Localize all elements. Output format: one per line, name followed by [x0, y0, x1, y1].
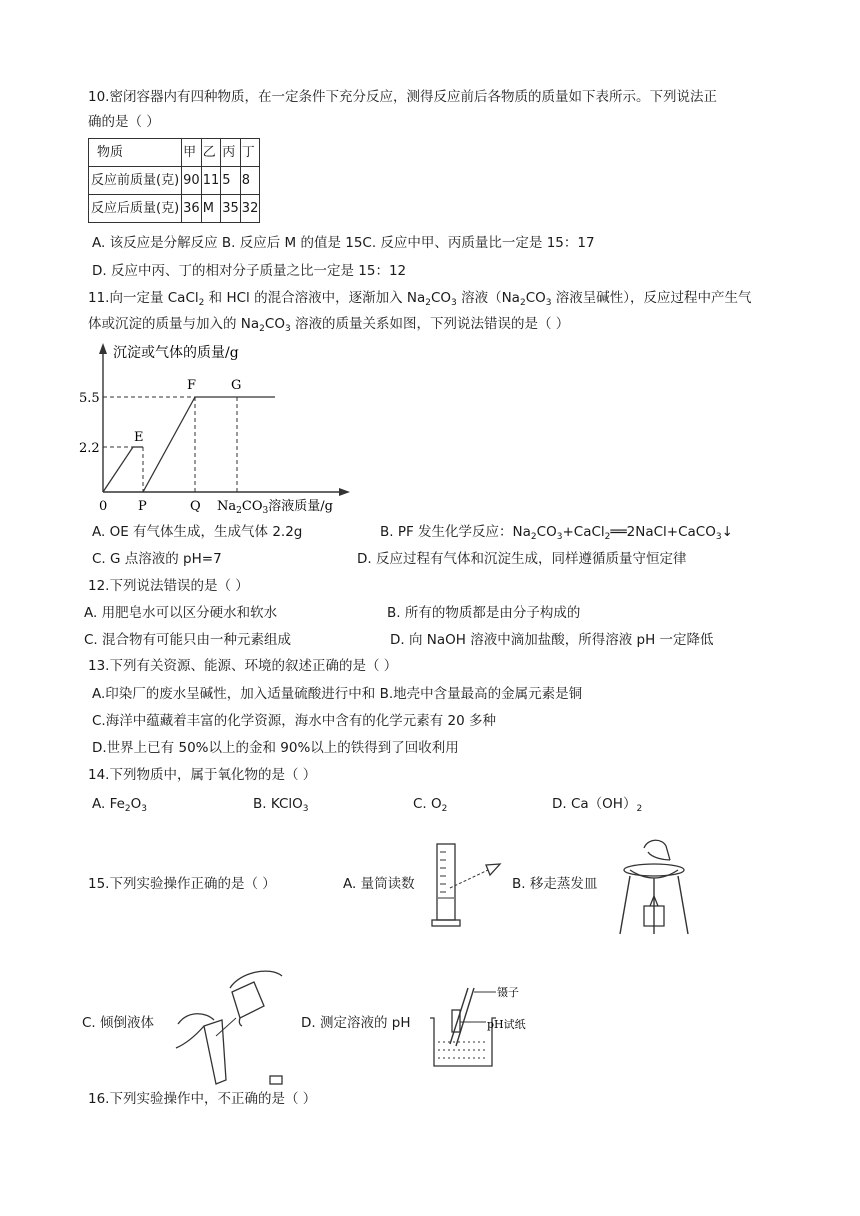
q11-stem-line1: 11.向一定量 CaCl$_2$ 和 HCl 的混合溶液中，逐渐加入 $Na_2CO_3$ 溶液（$Na_2CO_3$ 溶液呈碱性），反应过程中产生气 — [88, 290, 752, 308]
q11-option-b: B. PF 发生化学反应：$Na_2CO_3+CaCl_2══2NaCl+CaCO_3↓$ — [380, 524, 733, 542]
point-G-label: G — [231, 378, 242, 393]
q14-option-b: B. KClO$_3$ — [253, 796, 309, 814]
q15-option-a: A. 量筒读数 — [343, 876, 415, 892]
q11-option-a: A. OE 有气体生成，生成气体 2.2g — [92, 524, 303, 540]
q12-option-c: C. 混合物有可能只由一种元素组成 — [84, 632, 292, 648]
q15-option-b: B. 移走蒸发皿 — [512, 876, 598, 892]
table-header-cell: 丁 — [240, 139, 260, 167]
q11-option-d: D. 反应过程有气体和沉淀生成，同样遵循质量守恒定律 — [357, 551, 687, 567]
table-header-cell: 甲 — [182, 139, 202, 167]
q10-option-d: D. 反应中丙、丁的相对分子质量之比一定是 15：12 — [92, 263, 407, 279]
table-cell: 35 — [221, 195, 241, 223]
table-header-cell: 乙 — [201, 139, 221, 167]
q13-stem: 13.下列有关资源、能源、环境的叙述正确的是（ ） — [88, 658, 398, 674]
tweezers-label: 镊子 — [497, 986, 519, 999]
table-cell: 反应后质量(克) — [89, 195, 182, 223]
y-tick-5.5: 5.5 — [79, 391, 100, 406]
table-cell: 11 — [201, 167, 221, 195]
q12-option-b: B. 所有的物质都是由分子构成的 — [387, 605, 581, 621]
table-row — [89, 167, 260, 195]
q11-option-c: C. G 点溶液的 pH=7 — [92, 551, 222, 567]
q10-stem-line2: 确的是（ ） — [88, 114, 160, 130]
origin-label: 0 — [99, 499, 108, 514]
q13-option-d: D.世界上已有 50%以上的金和 90%以上的铁得到了回收利用 — [92, 740, 459, 756]
table-header-row — [89, 139, 260, 167]
segment-OE-rise — [103, 447, 133, 492]
table-cell: 5 — [221, 167, 241, 195]
point-F-label: F — [187, 378, 197, 393]
q12-option-d: D. 向 NaOH 溶液中滴加盐酸，所得溶液 pH 一定降低 — [390, 632, 714, 648]
q13-options-ab: A.印染厂的废水呈碱性，加入适量硫酸进行中和 B.地壳中含量最高的金属元素是铜 — [92, 686, 583, 702]
q11-stem-line2: 体或沉淀的质量与加入的 $Na_2CO_3$ 溶液的质量关系如图，下列说法错误的是（ ） — [88, 316, 570, 334]
table-cell: 8 — [240, 167, 260, 195]
ph-test-illustration — [424, 972, 542, 1070]
y-tick-2.2: 2.2 — [79, 441, 100, 456]
q12-option-a: A. 用肥皂水可以区分硬水和软水 — [84, 605, 278, 621]
q11-mass-graph — [75, 340, 365, 515]
graduated-cylinder-illustration — [428, 838, 506, 930]
point-P-label: P — [138, 499, 147, 514]
ph-paper-label: pH试纸 — [487, 1018, 526, 1031]
q15-option-d: D. 测定溶液的 pH — [301, 1015, 411, 1031]
pouring-liquid-illustration — [170, 962, 298, 1092]
q10-stem-line1: 10.密闭容器内有四种物质，在一定条件下充分反应，测得反应前后各物质的质量如下表所示。下列说法正 — [88, 89, 717, 105]
x-axis-arrow — [339, 488, 350, 496]
graph-xlabel: $Na_2CO_3$溶液质量/g — [217, 499, 333, 515]
q10-mass-table — [88, 138, 260, 223]
q14-option-d: D. $Ca(OH)_2$ — [552, 796, 643, 814]
q15-option-c: C. 倾倒液体 — [82, 1015, 155, 1031]
q14-option-a: A. $Fe_2O_3$ — [92, 796, 148, 814]
q14-option-c: C. $O_2$ — [413, 796, 448, 814]
q13-option-c: C.海洋中蕴藏着丰富的化学资源，海水中含有的化学元素有 20 多种 — [92, 713, 496, 729]
segment-PF — [143, 397, 195, 492]
q10-options-abc: A. 该反应是分解反应 B. 反应后 M 的值是 15C. 反应中甲、丙质量比一定是 15：17 — [92, 235, 595, 251]
q16-stem: 16.下列实验操作中，不正确的是（ ） — [88, 1091, 317, 1107]
table-cell: 90 — [182, 167, 202, 195]
point-E-label: E — [134, 430, 144, 445]
table-cell: 32 — [240, 195, 260, 223]
evaporating-dish-illustration — [612, 834, 696, 942]
point-Q-label: Q — [190, 499, 201, 514]
table-header-cell: 物质 — [89, 139, 182, 167]
q15-stem: 15.下列实验操作正确的是（ ） — [88, 876, 276, 892]
table-cell: 36 — [182, 195, 202, 223]
table-header-cell: 丙 — [221, 139, 241, 167]
q14-stem: 14.下列物质中，属于氧化物的是（ ） — [88, 767, 317, 783]
table-row — [89, 195, 260, 223]
table-cell: 反应前质量(克) — [89, 167, 182, 195]
q12-stem: 12.下列说法错误的是（ ） — [88, 578, 249, 594]
graph-ylabel: 沉淀或气体的质量/g — [113, 345, 239, 361]
y-axis-arrow — [99, 343, 107, 354]
table-cell: M — [201, 195, 221, 223]
